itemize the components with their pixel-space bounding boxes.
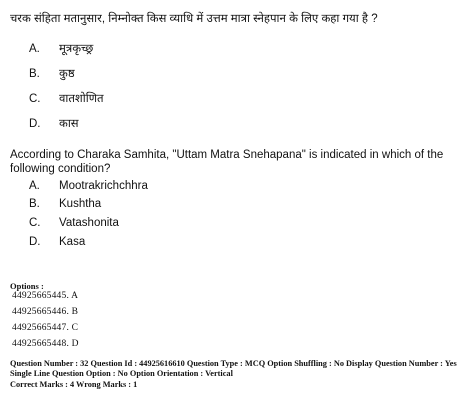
- option-id-b: 44925665446. B: [12, 307, 79, 317]
- question-meta-line-1: Question Number : 32 Question Id : 44925616610 Question Type : MCQ Option Shuffling : No Display Question Number : Yes: [10, 359, 457, 368]
- option-id-c: 44925665447. C: [12, 323, 79, 333]
- english-option-a: [29, 179, 148, 194]
- option-text: कास: [59, 118, 79, 130]
- option-id-a: 44925665445. A: [12, 291, 79, 301]
- english-option-d: [29, 235, 85, 250]
- hindi-option-c: [29, 92, 104, 107]
- option-label: A.: [29, 180, 40, 192]
- question-meta-line-2: Single Line Question Option : No Option Orientation : Vertical: [10, 369, 233, 378]
- marks-line: Correct Marks : 4 Wrong Marks : 1: [10, 380, 138, 389]
- english-option-c: [29, 216, 119, 231]
- option-label: C.: [29, 93, 41, 105]
- english-question-text: According to Charaka Samhita, "Uttam Matra Snehapana" is indicated in which of the following condition?: [10, 149, 444, 175]
- option-text: मूत्रकृच्छ्र: [59, 43, 94, 55]
- english-option-b: [29, 197, 101, 212]
- option-label: D.: [29, 236, 41, 248]
- option-label: B.: [29, 198, 40, 210]
- options-heading: Options :: [10, 281, 44, 291]
- option-text: Kasa: [59, 236, 86, 248]
- option-text: Kushtha: [59, 198, 102, 210]
- option-label: B.: [29, 68, 40, 80]
- hindi-question-text: चरक संहिता मतानुसार, निम्नोक्त किस व्याधि में उत्तम मात्रा स्नेहपान के लिए कहा गया है ?: [10, 13, 378, 25]
- option-label: A.: [29, 43, 40, 55]
- hindi-option-b: [29, 67, 75, 82]
- hindi-option-a: [29, 42, 93, 57]
- option-text: वातशोणित: [59, 93, 104, 105]
- option-text: Mootrakrichchhra: [59, 180, 148, 192]
- option-label: D.: [29, 118, 41, 130]
- option-text: Vatashonita: [59, 217, 119, 229]
- option-label: C.: [29, 217, 41, 229]
- option-text: कुष्ठ: [59, 68, 75, 80]
- hindi-option-d: [29, 117, 79, 132]
- option-id-d: 44925665448. D: [12, 339, 79, 349]
